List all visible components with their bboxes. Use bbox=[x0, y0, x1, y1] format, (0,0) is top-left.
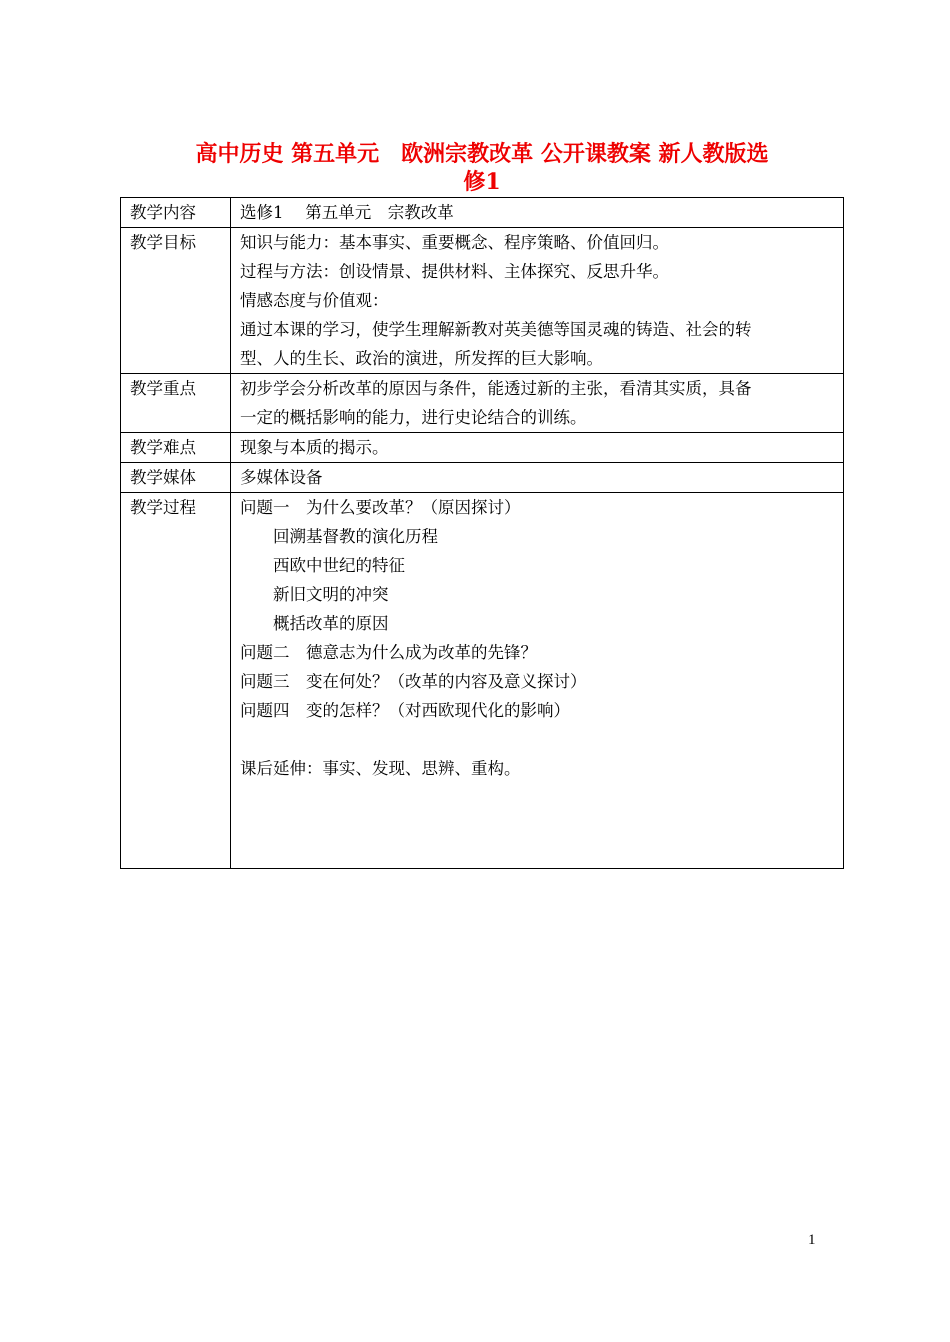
row-media bbox=[121, 463, 844, 493]
process-question-1: 问题一 为什么要改革？（原因探讨） bbox=[239, 498, 521, 517]
value-teaching-objectives bbox=[230, 228, 843, 374]
title-line-2: 修1 bbox=[463, 169, 501, 195]
key-point-line: 初步学会分析改革的原因与条件，能透过新的主张，看清其实质，具备 bbox=[239, 379, 752, 398]
lesson-plan-table bbox=[120, 197, 844, 869]
objective-line: 知识与能力：基本事实、重要概念、程序策略、价值回归。 bbox=[239, 233, 669, 252]
row-teaching-objectives bbox=[121, 228, 844, 374]
row-key-points bbox=[121, 374, 844, 433]
process-sub-item: 西欧中世纪的特征 bbox=[272, 556, 405, 575]
label-teaching-objectives: 教学目标 bbox=[121, 228, 231, 374]
blank-line bbox=[240, 725, 834, 754]
objective-line: 通过本课的学习，使学生理解新教对英美德等国灵魂的铸造、社会的转 bbox=[239, 320, 752, 339]
value-teaching-content: 选修1 第五单元 宗教改革 bbox=[230, 198, 843, 228]
process-sub-item: 概括改革的原因 bbox=[272, 614, 389, 633]
page-number: 1 bbox=[808, 1232, 816, 1248]
row-difficulties bbox=[121, 433, 844, 463]
value-difficulties: 现象与本质的揭示。 bbox=[230, 433, 843, 463]
label-media: 教学媒体 bbox=[121, 463, 231, 493]
value-key-points bbox=[230, 374, 843, 433]
process-sub-item: 新旧文明的冲突 bbox=[272, 585, 389, 604]
process-question-4: 问题四 变的怎样？（对西欧现代化的影响） bbox=[239, 701, 570, 720]
title-line-1: 高中历史 第五单元 欧洲宗教改革 公开课教案 新人教版选 bbox=[195, 141, 769, 167]
label-key-points: 教学重点 bbox=[121, 374, 231, 433]
process-extension: 课后延伸：事实、发现、思辨、重构。 bbox=[239, 759, 521, 778]
process-question-3: 问题三 变在何处？（改革的内容及意义探讨） bbox=[239, 672, 587, 691]
blank-area bbox=[240, 783, 834, 868]
row-teaching-process bbox=[121, 493, 844, 869]
value-media: 多媒体设备 bbox=[230, 463, 843, 493]
row-teaching-content bbox=[121, 198, 844, 228]
process-sub-item: 回溯基督教的演化历程 bbox=[272, 527, 438, 546]
objective-line: 情感态度与价值观： bbox=[239, 291, 389, 310]
label-teaching-process: 教学过程 bbox=[121, 493, 231, 869]
objective-line: 型、人的生长、政治的演进，所发挥的巨大影响。 bbox=[239, 349, 603, 368]
label-teaching-content: 教学内容 bbox=[121, 198, 231, 228]
objective-line: 过程与方法：创设情景、提供材料、主体探究、反思升华。 bbox=[239, 262, 669, 281]
process-question-2: 问题二 德意志为什么成为改革的先锋？ bbox=[239, 643, 537, 662]
value-teaching-process bbox=[230, 493, 843, 869]
key-point-line: 一定的概括影响的能力，进行史论结合的训练。 bbox=[239, 408, 587, 427]
document-title bbox=[120, 140, 844, 196]
label-difficulties: 教学难点 bbox=[121, 433, 231, 463]
